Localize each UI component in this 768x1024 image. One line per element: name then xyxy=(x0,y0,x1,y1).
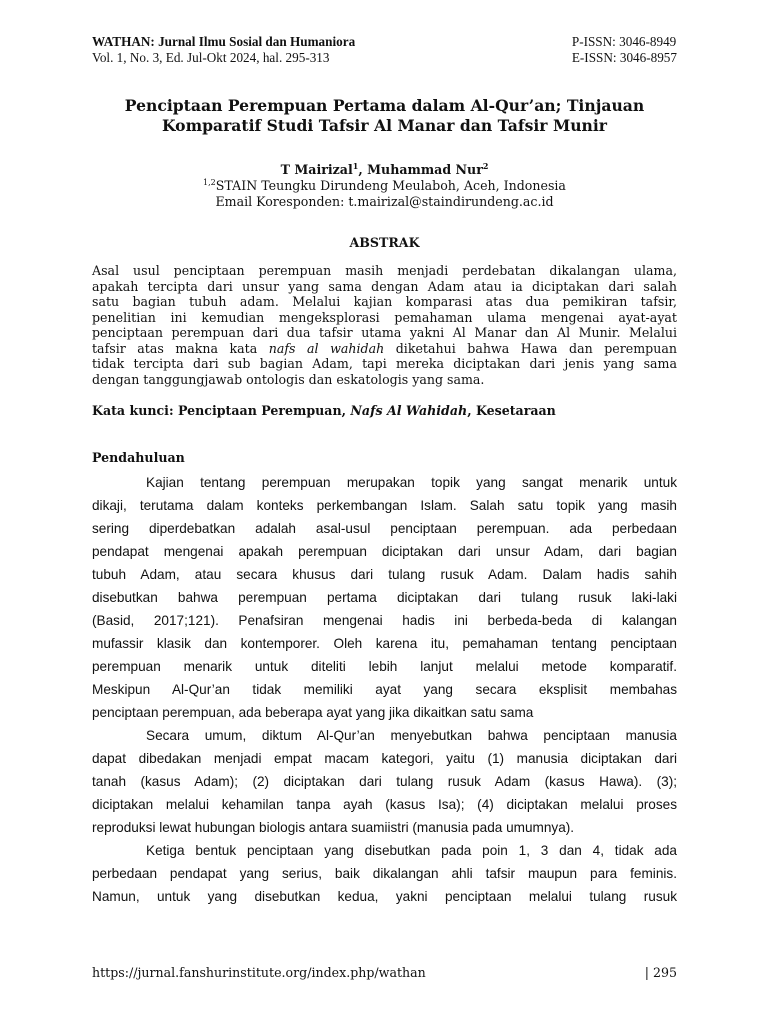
body-line: Kajian tentang perempuan merupakan topik yang sangat menarik untuk xyxy=(146,475,677,490)
abstract-line: satu bagian tubuh adam. Melalui kajian komparasi atas dua pemikiran tafsir, xyxy=(92,294,677,309)
body-line: tanah (kasus Adam); (2) diciptakan dari tulang rusuk Adam (kasus Hawa). (3); xyxy=(92,774,677,789)
body-line: reproduksi lewat hubungan biologis antara suamiistri (manusia pada umumnya). xyxy=(92,820,575,835)
keywords-text: Kata kunci: Penciptaan Perempuan, xyxy=(92,403,351,418)
author-names xyxy=(92,162,677,178)
author-name: Muhammad Nur xyxy=(367,162,483,177)
keywords xyxy=(92,403,677,418)
affiliation xyxy=(92,178,677,194)
author-name: T Mairizal xyxy=(280,162,353,177)
abstract-line: dengan tanggungjawab ontologis dan eskatologis yang sama. xyxy=(92,371,485,387)
abstract-line: Asal usul penciptaan perempuan masih menjadi perdebatan dikalangan ulama, xyxy=(92,263,677,278)
page-number: | 295 xyxy=(644,965,677,980)
body-line: disebutkan bahwa perempuan pertama diciptakan dari tulang rusuk laki-laki xyxy=(92,590,677,605)
abstract-heading: ABSTRAK xyxy=(349,235,420,250)
body-line: dikaji, terutama dalam konteks perkembangan Islam. Salah satu topik yang masih xyxy=(92,498,677,513)
body-line: Ketiga bentuk penciptaan yang disebutkan pada poin 1, 3 dan 4, tidak ada xyxy=(146,843,677,858)
body-line: mufassir klasik dan kontemporer. Oleh karena itu, pemahaman tentang penciptaan xyxy=(92,636,677,651)
abstract-line: penciptaan perempuan dari dua tafsir utama yakni Al Manar dan Al Munir. Melalui xyxy=(92,325,677,340)
keywords-italic: Nafs Al Wahidah xyxy=(350,403,468,418)
corresponding-email: Email Koresponden: t.mairizal@staindirundeng.ac.id xyxy=(215,194,554,209)
body-line: tubuh Adam, atau secara khusus dari tulang rusuk Adam. Dalam hadis sahih xyxy=(92,567,677,582)
abstract-line: penelitian ini kemudian mengeksplorasi pemahaman ulama mengenai ayat-ayat xyxy=(92,309,677,325)
page-content xyxy=(92,34,677,908)
body-line: Meskipun Al-Qur’an tidak memiliki ayat yang secara eksplisit membahas xyxy=(92,682,677,697)
abstract-line xyxy=(92,341,677,357)
body-line: perempuan menarik untuk diteliti lebih lanjut melalui metode komparatif. xyxy=(92,659,677,674)
abstract-line: apakah tercipta dari unsur yang sama dengan Adam atau ia diciptakan dari salah xyxy=(92,278,677,294)
section-heading: Pendahuluan xyxy=(92,450,185,465)
issn-info xyxy=(572,34,677,66)
body-line: dapat dibedakan menjadi empat macam kategori, yaitu (1) manusia diciptakan dari xyxy=(92,751,677,766)
author-sup: 2 xyxy=(482,160,489,171)
title-line: Komparatif Studi Tafsir Al Manar dan Tafsir Munir xyxy=(161,116,608,135)
author-separator: , xyxy=(358,162,368,177)
journal-url: https://jurnal.fanshurinstitute.org/index.php/wathan xyxy=(92,965,426,980)
abstract-text-run: tafsir atas makna kata xyxy=(92,340,269,356)
journal-title-bold: WATHAN: xyxy=(92,34,155,49)
keywords-text: , Kesetaraan xyxy=(467,403,556,418)
abstract-text-run: diketahui bahwa Hawa dan perempuan xyxy=(384,340,677,356)
abstract-italic-term: nafs al wahidah xyxy=(268,340,385,356)
running-header xyxy=(92,34,677,68)
title-line: Penciptaan Perempuan Pertama dalam Al-Qur’an; Tinjauan xyxy=(124,96,645,115)
abstract-text xyxy=(92,263,677,387)
body-line: penciptaan perempuan, ada beberapa ayat yang jika dikaitkan satu sama xyxy=(92,705,534,720)
body-line: perbedaan pendapat yang serius, baik dikalangan ahli tafsir maupun para feminis. xyxy=(92,866,677,881)
author-block xyxy=(92,162,677,210)
author-sup: 1 xyxy=(352,160,359,171)
body-line: Namun, untuk yang disebutkan kedua, yakni penciptaan melalui tulang rusuk xyxy=(92,889,677,904)
body-line: diciptakan melalui kehamilan tanpa ayah (kasus Isa); (4) diciptakan melalui proses xyxy=(92,797,677,812)
journal-volume: Vol. 1, No. 3, Ed. Jul-Okt 2024, hal. 295-313 xyxy=(92,50,330,65)
affiliation-text: STAIN Teungku Dirundeng Meulaboh, Aceh, Indonesia xyxy=(215,178,566,193)
body-line: (Basid, 2017;121). Penafsiran mengenai hadis ini berbeda-beda di kalangan xyxy=(92,613,677,628)
journal-title-name: Jurnal Ilmu Sosial dan Humaniora xyxy=(154,34,356,49)
body-line: pendapat mengenai apakah perempuan diciptakan dari unsur Adam, dari bagian xyxy=(92,544,677,559)
body-text xyxy=(92,471,677,908)
affiliation-sup: 1,2 xyxy=(203,177,216,187)
p-issn: P-ISSN: 3046-8949 xyxy=(571,34,677,49)
body-line: sering diperdebatkan adalah asal-usul penciptaan perempuan. ada perbedaan xyxy=(92,521,677,536)
paper-title xyxy=(92,96,677,136)
e-issn: E-ISSN: 3046-8957 xyxy=(571,50,677,65)
abstract-line: tidak tercipta dari sub bagian Adam, tapi mereka diciptakan dari jenis yang sama xyxy=(92,356,677,371)
body-line: Secara umum, diktum Al-Qur’an menyebutkan bahwa penciptaan manusia xyxy=(146,728,677,743)
journal-info xyxy=(92,34,355,66)
